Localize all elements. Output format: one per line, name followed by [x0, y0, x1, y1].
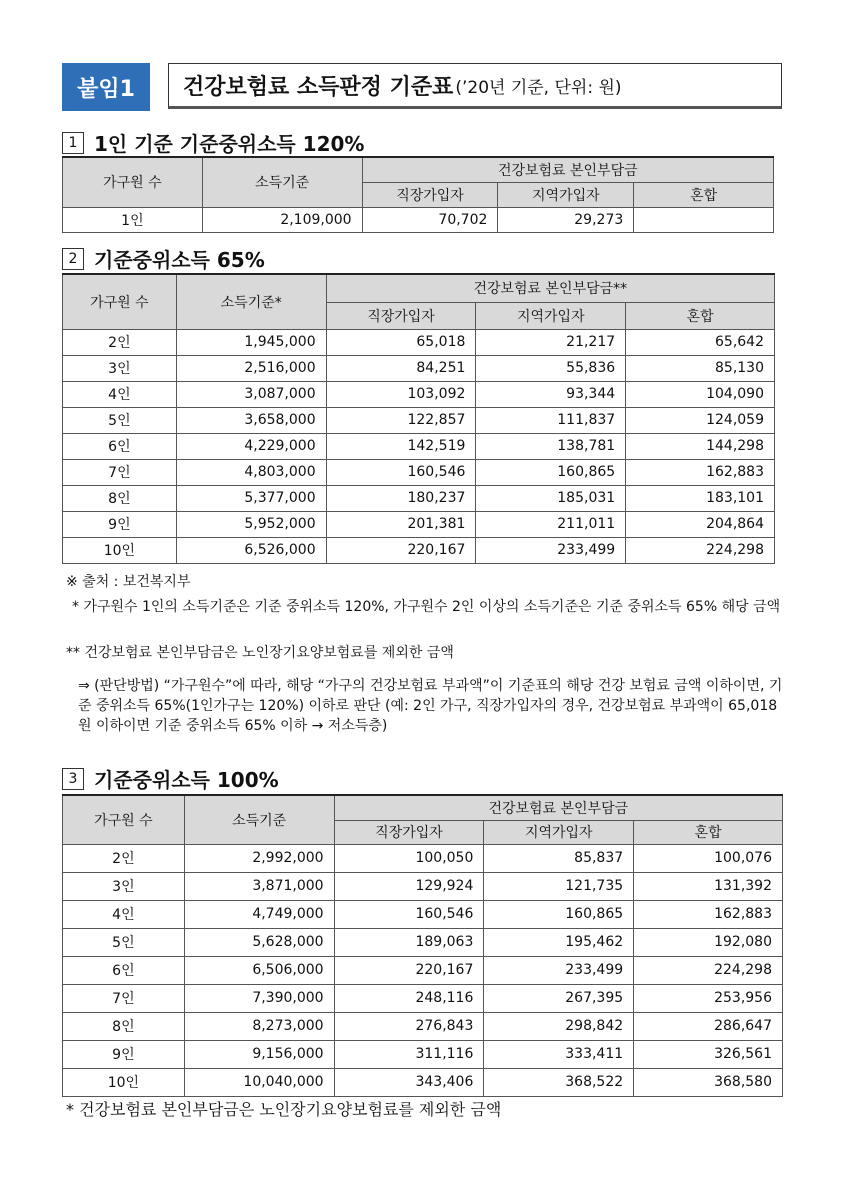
cell-employee: 311,116	[334, 1040, 484, 1068]
cell-regional: 298,842	[484, 1012, 634, 1040]
cell-employee: 100,050	[334, 844, 484, 872]
cell-employee: 180,237	[326, 485, 476, 511]
cell-mixed: 104,090	[626, 381, 775, 407]
col-income: 소득기준*	[176, 274, 326, 329]
cell-employee: 65,018	[326, 329, 476, 355]
cell-household: 6인	[63, 956, 185, 984]
col-income: 소득기준	[202, 157, 362, 207]
col-employee: 직장가입자	[362, 182, 498, 207]
cell-mixed: 253,956	[634, 984, 783, 1012]
cell-household: 9인	[63, 511, 177, 537]
col-regional: 지역가입자	[476, 302, 626, 329]
cell-household: 10인	[63, 537, 177, 563]
col-income: 소득기준	[184, 795, 334, 844]
cell-income: 6,526,000	[176, 537, 326, 563]
col-premium: 건강보험료 본인부담금	[334, 795, 782, 820]
cell-regional: 368,522	[484, 1068, 634, 1096]
cell-mixed: 326,561	[634, 1040, 783, 1068]
cell-regional: 195,462	[484, 928, 634, 956]
cell-household: 3인	[63, 355, 177, 381]
cell-regional: 85,837	[484, 844, 634, 872]
table-row	[63, 511, 775, 537]
table-row	[63, 381, 775, 407]
cell-household: 7인	[63, 459, 177, 485]
bottom-footnote: * 건강보험료 본인부담금은 노인장기요양보험료를 제외한 금액	[66, 1100, 502, 1119]
cell-employee: 103,092	[326, 381, 476, 407]
cell-regional: 333,411	[484, 1040, 634, 1068]
cell-household: 2인	[63, 329, 177, 355]
cell-income: 2,516,000	[176, 355, 326, 381]
col-regional: 지역가입자	[498, 182, 634, 207]
cell-regional: 93,344	[476, 381, 626, 407]
table-row	[63, 844, 783, 872]
cell-household: 1인	[63, 207, 203, 232]
cell-household: 8인	[63, 1012, 185, 1040]
section-number: 1	[62, 132, 84, 154]
cell-mixed	[634, 207, 774, 232]
title-box	[168, 63, 782, 109]
cell-mixed: 204,864	[626, 511, 775, 537]
cell-household: 3인	[63, 872, 185, 900]
cell-employee: 160,546	[334, 900, 484, 928]
col-household: 가구원 수	[63, 274, 177, 329]
document-title: 건강보험료 소득판정 기준표	[183, 74, 454, 100]
col-household: 가구원 수	[63, 157, 203, 207]
attachment-badge: 붙임1	[62, 63, 150, 111]
table-row	[63, 355, 775, 381]
cell-income: 1,945,000	[176, 329, 326, 355]
cell-regional: 211,011	[476, 511, 626, 537]
cell-income: 5,952,000	[176, 511, 326, 537]
col-mixed: 혼합	[634, 820, 783, 844]
section-title: 기준중위소득 65%	[94, 248, 265, 272]
col-regional: 지역가입자	[484, 820, 634, 844]
section-1-heading	[62, 128, 364, 157]
cell-income: 2,109,000	[202, 207, 362, 232]
cell-employee: 248,116	[334, 984, 484, 1012]
cell-mixed: 183,101	[626, 485, 775, 511]
cell-regional: 233,499	[476, 537, 626, 563]
cell-employee: 160,546	[326, 459, 476, 485]
document-header	[62, 63, 784, 111]
table-row	[63, 433, 775, 459]
cell-mixed: 224,298	[626, 537, 775, 563]
cell-employee: 276,843	[334, 1012, 484, 1040]
table-section-2	[62, 273, 775, 564]
cell-mixed: 124,059	[626, 407, 775, 433]
cell-regional: 160,865	[484, 900, 634, 928]
cell-employee: 343,406	[334, 1068, 484, 1096]
cell-income: 3,658,000	[176, 407, 326, 433]
cell-household: 5인	[63, 928, 185, 956]
cell-regional: 267,395	[484, 984, 634, 1012]
cell-regional: 160,865	[476, 459, 626, 485]
cell-employee: 142,519	[326, 433, 476, 459]
table-row	[63, 407, 775, 433]
cell-income: 4,803,000	[176, 459, 326, 485]
cell-income: 5,628,000	[184, 928, 334, 956]
cell-regional: 29,273	[498, 207, 634, 232]
cell-mixed: 192,080	[634, 928, 783, 956]
cell-employee: 201,381	[326, 511, 476, 537]
cell-mixed: 162,883	[626, 459, 775, 485]
section-title: 1인 기준 기준중위소득 120%	[94, 132, 365, 156]
cell-household: 4인	[63, 900, 185, 928]
cell-household: 9인	[63, 1040, 185, 1068]
table-row	[63, 537, 775, 563]
source-note: ※ 출처 : 보건복지부	[66, 574, 191, 590]
table-row	[63, 485, 775, 511]
table-row	[63, 207, 774, 232]
table-row	[63, 984, 783, 1012]
cell-mixed: 85,130	[626, 355, 775, 381]
cell-income: 6,506,000	[184, 956, 334, 984]
cell-mixed: 224,298	[634, 956, 783, 984]
cell-employee: 220,167	[326, 537, 476, 563]
table-row	[63, 928, 783, 956]
cell-employee: 189,063	[334, 928, 484, 956]
table-row	[63, 1040, 783, 1068]
cell-mixed: 286,647	[634, 1012, 783, 1040]
cell-employee: 70,702	[362, 207, 498, 232]
cell-income: 3,087,000	[176, 381, 326, 407]
section-number: 2	[62, 248, 84, 270]
cell-household: 4인	[63, 381, 177, 407]
col-mixed: 혼합	[634, 182, 774, 207]
cell-income: 9,156,000	[184, 1040, 334, 1068]
section-2-heading	[62, 244, 265, 273]
table-row	[63, 1068, 783, 1096]
table-row	[63, 459, 775, 485]
cell-employee: 84,251	[326, 355, 476, 381]
cell-income: 4,749,000	[184, 900, 334, 928]
cell-household: 5인	[63, 407, 177, 433]
cell-mixed: 162,883	[634, 900, 783, 928]
cell-regional: 21,217	[476, 329, 626, 355]
section-number: 3	[62, 768, 84, 790]
col-mixed: 혼합	[626, 302, 775, 329]
cell-mixed: 368,580	[634, 1068, 783, 1096]
col-employee: 직장가입자	[334, 820, 484, 844]
cell-income: 4,229,000	[176, 433, 326, 459]
col-premium: 건강보험료 본인부담금	[362, 157, 773, 182]
cell-mixed: 144,298	[626, 433, 775, 459]
cell-income: 7,390,000	[184, 984, 334, 1012]
cell-income: 10,040,000	[184, 1068, 334, 1096]
judgement-method-note: ⇒ (판단방법) “가구원수”에 따라, 해당 “가구의 건강보험료 부과액”이 기준표의 해당 건강 보험료 금액 이하이면, 기준 중위소득 65%(1인가구는 120%) 이하로 판단 (예: 2인 가구, 직장가입자의 경우, 건강보험료 부과액이 65,018원 이하이면 기준 중위소득 65% 이하 → 저소득층)	[78, 678, 783, 734]
cell-income: 8,273,000	[184, 1012, 334, 1040]
col-premium: 건강보험료 본인부담금**	[326, 274, 774, 302]
cell-employee: 122,857	[326, 407, 476, 433]
table-section-1	[62, 156, 774, 233]
table-row	[63, 956, 783, 984]
cell-mixed: 100,076	[634, 844, 783, 872]
cell-regional: 55,836	[476, 355, 626, 381]
cell-mixed: 65,642	[626, 329, 775, 355]
cell-household: 8인	[63, 485, 177, 511]
table-row	[63, 900, 783, 928]
table-row	[63, 329, 775, 355]
cell-regional: 111,837	[476, 407, 626, 433]
cell-household: 6인	[63, 433, 177, 459]
cell-household: 2인	[63, 844, 185, 872]
table-section-3	[62, 794, 783, 1097]
cell-household: 7인	[63, 984, 185, 1012]
cell-regional: 185,031	[476, 485, 626, 511]
section-title: 기준중위소득 100%	[94, 768, 279, 792]
cell-regional: 138,781	[476, 433, 626, 459]
table-row	[63, 1012, 783, 1040]
cell-income: 2,992,000	[184, 844, 334, 872]
footnote-star2: ** 건강보험료 본인부담금은 노인장기요양보험료를 제외한 금액	[66, 645, 454, 661]
cell-employee: 220,167	[334, 956, 484, 984]
cell-regional: 233,499	[484, 956, 634, 984]
cell-income: 5,377,000	[176, 485, 326, 511]
col-household: 가구원 수	[63, 795, 185, 844]
cell-regional: 121,735	[484, 872, 634, 900]
table-row	[63, 872, 783, 900]
cell-income: 3,871,000	[184, 872, 334, 900]
cell-mixed: 131,392	[634, 872, 783, 900]
footnote-star1: * 가구원수 1인의 소득기준은 기준 중위소득 120%, 가구원수 2인 이상의 소득기준은 기준 중위소득 65% 해당 금액	[72, 599, 781, 615]
cell-household: 10인	[63, 1068, 185, 1096]
document-subtitle: (’20년 기준, 단위: 원)	[455, 77, 622, 98]
col-employee: 직장가입자	[326, 302, 476, 329]
cell-employee: 129,924	[334, 872, 484, 900]
section-3-heading	[62, 764, 279, 793]
